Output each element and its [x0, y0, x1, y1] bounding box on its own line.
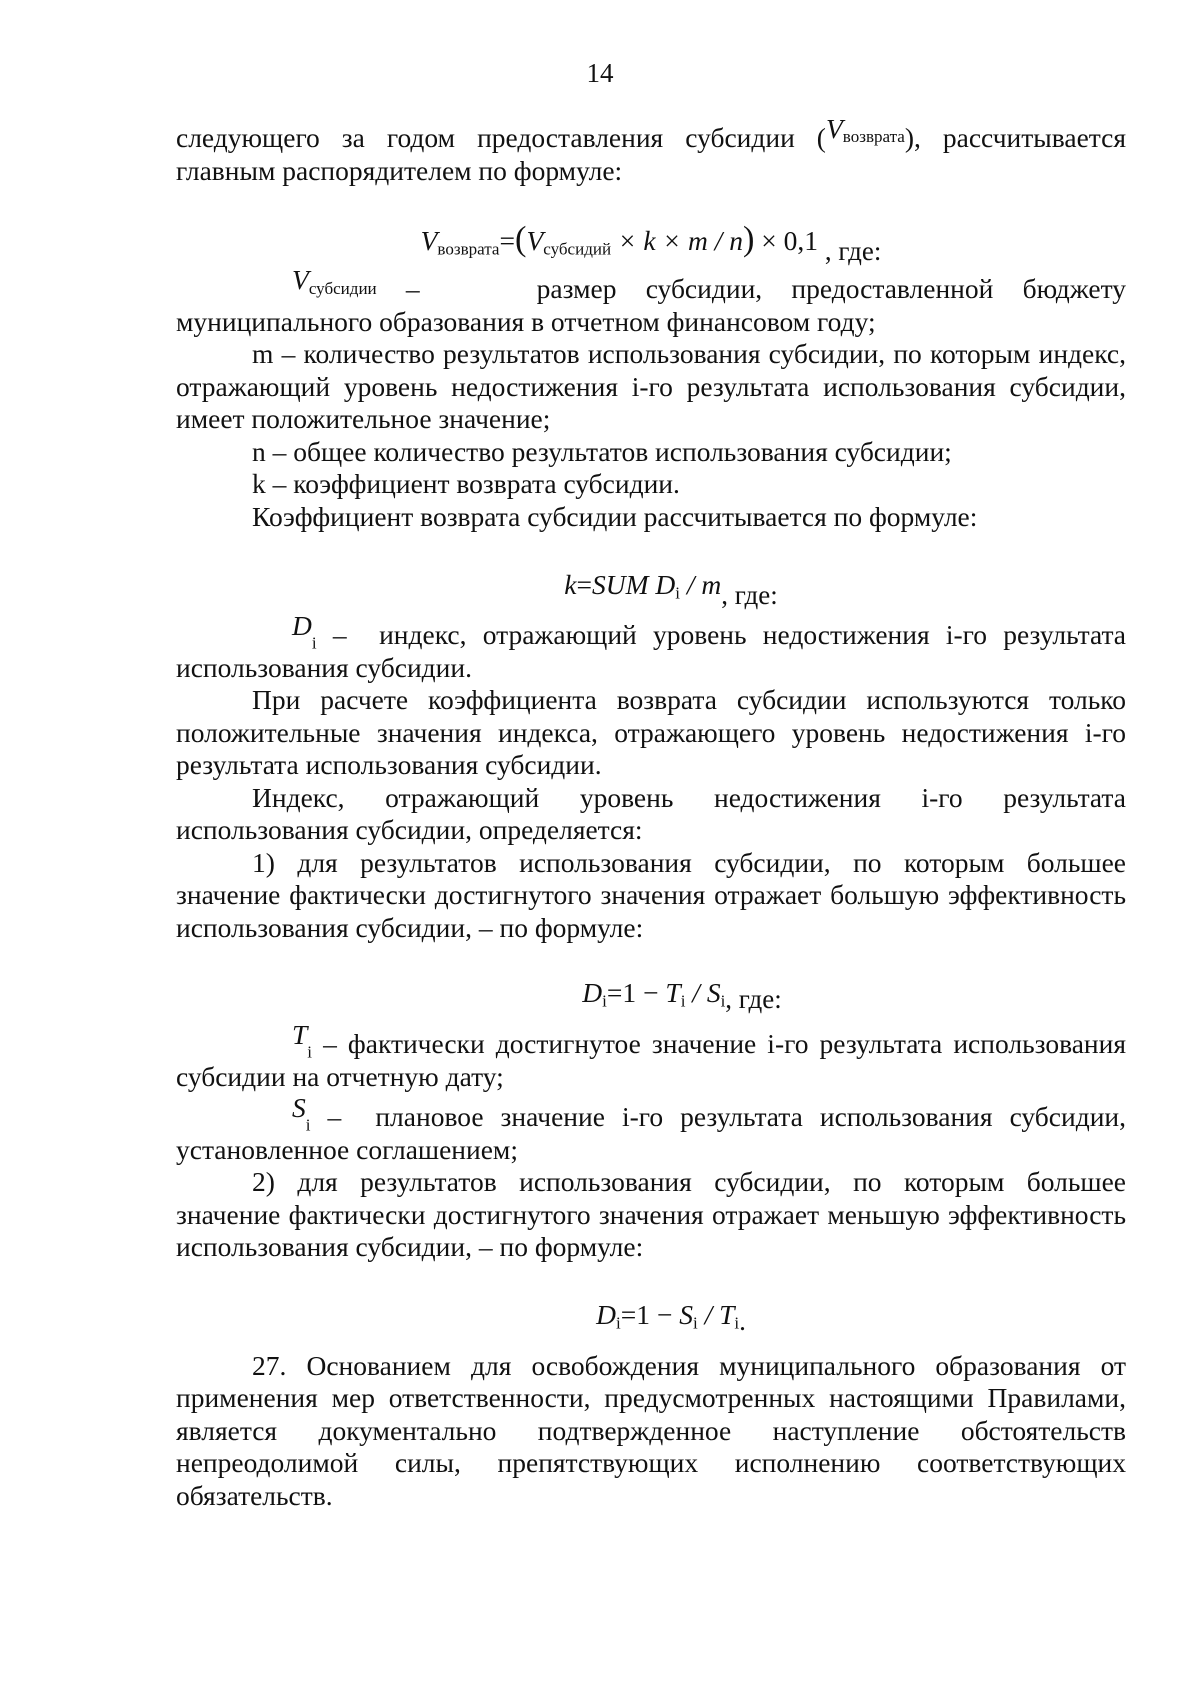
def-di: $D_i$ – индекс, отражающий уровень недостижения i-го результата: [292, 610, 1127, 653]
def-v-subsidy: $V_{субсидии}$ – размер субсидии, предоставленной бюджету: [292, 264, 1126, 304]
def-si: $S_i$ – плановое значение i-го результата использования субсидии,: [292, 1092, 1127, 1135]
positive-values-paragraph: При расчете коэффициента возврата субсидии используются только положительные значения индекса, отражающего уровень недостижения i-го результата использования субсидии.: [176, 684, 1126, 780]
index-paragraph-cont: использования субсидии, определяется:: [176, 814, 643, 845]
document-body: [176, 113, 1127, 1512]
def-si-cont: установленное соглашением;: [176, 1133, 518, 1165]
formula-k: k=SUM $D_i$ / m, где:: [564, 569, 778, 610]
formula-v-return: $V_{возврата}=(V_{субсидий} \times k \times m / n) \times 0,1$ , где:: [420, 220, 882, 266]
formula-di-2: $D_i=1 - S_i / T_i$.: [596, 1298, 746, 1336]
index-paragraph: Индекс, отражающий уровень недостижения i-го результата: [252, 781, 1126, 813]
coefficient-paragraph: Коэффициент возврата субсидии рассчитывается по формуле:: [252, 500, 978, 532]
v-return-symbol: $V_{возврата}$: [825, 113, 905, 146]
def-v-subsidy-cont: муниципального образования в отчетном финансовом году;: [176, 305, 876, 337]
page-number: 14: [586, 58, 614, 88]
paragraph-27: 27. Основанием для освобождения муниципального образования от применения мер ответственности, предусмотренных настоящими Правилами, является документально подтвержденное наступление обстоятельств непреодолимой силы, препятствующих исполнению соответствующих обязательств.: [176, 1349, 1126, 1511]
def-di-cont: использования субсидии.: [176, 651, 472, 683]
def-ti-cont: субсидии на отчетную дату;: [176, 1060, 504, 1092]
item-1: 1) для результатов использования субсидии, по которым большее значение фактически достигнутого значения отражает большую эффективность использования субсидии, – по формуле:: [176, 846, 1126, 943]
item-2: 2) для результатов использования субсидии, по которым большее значение фактически достигнутого значения отражает меньшую эффективность использования субсидии, – по формуле:: [176, 1166, 1126, 1262]
def-m: m – количество результатов использования субсидии, по которым индекс, отражающий уровень недостижения i-го результата использования субсидии, имеет положительное значение;: [176, 338, 1126, 434]
def-ti: $T_i$ – фактически достигнутое значение i-го результата использования: [292, 1019, 1126, 1062]
intro-paragraph-end: главным распорядителем по формуле:: [176, 154, 623, 186]
def-k: k – коэффициент возврата субсидии.: [252, 468, 680, 499]
intro-paragraph: следующего за годом предоставления субсидии $(V_{возврата})$, рассчитывается: [176, 113, 1126, 153]
def-n: n – общее количество результатов использования субсидии;: [252, 435, 952, 467]
formula-di-1: $D_i=1 - T_i / S_i$, где:: [582, 977, 782, 1014]
